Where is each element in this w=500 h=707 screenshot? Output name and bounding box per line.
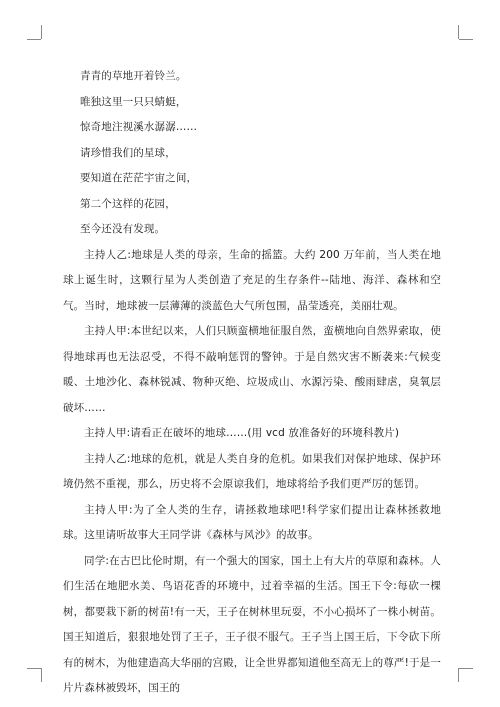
crop-mark-bottom-left-horizontal (27, 668, 41, 669)
paragraph-host-a-video: 主持人甲:请看正在破坏的地球……(用 vcd 放准备好的环境科教片) (84, 427, 400, 439)
poem-line: 唯独这里一只只蜻蜓， (80, 95, 187, 108)
crop-mark-bottom-left-vertical (41, 668, 42, 682)
poem (63, 64, 441, 243)
paragraph-host-a-punishment: 主持人甲:本世纪以来，人们只顾蛮横地征服自然，蛮横地向自然界索取，使得地球再也无法忍受，不得不敲响惩罚的警钟。于是自然灾害不断袭来:气候变暖、土地沙化、森林锐减、物种灭绝、垃圾成山、水源污染、酸雨肆虐，臭氧层破坏…… (63, 325, 441, 414)
crop-mark-bottom-right-horizontal (459, 668, 473, 669)
poem-line: 惊奇地注视溪水潺潺…… (80, 121, 198, 133)
crop-mark-top-right-horizontal (459, 39, 473, 40)
paragraph-host-b-earth-mother: 主持人乙:地球是人类的母亲，生命的摇篮。大约 200 万年前，当人类在地球上诞生时，这颗行星为人类创造了充足的生存条件--陆地、海洋、森林和空气。当时，地球被一层薄薄的淡蓝色大气所包围，晶莹透亮，美丽壮观。 (63, 248, 441, 312)
poem-line: 请珍惜我们的星球， (80, 146, 176, 159)
poem-line: 青青的草地开着铃兰。 (80, 70, 187, 82)
poem-line: 第二个这样的花园， (80, 197, 176, 210)
paragraph-host-a-story-intro: 主持人甲:为了全人类的生存，请拯救地球吧!科学家们提出让森林拯救地球。这里请听故事大王同学讲《森林与风沙》的故事。 (63, 503, 441, 541)
poem-line: 要知道在茫茫宇宙之间， (80, 172, 198, 184)
document-body (63, 64, 441, 702)
paragraph-host-b-crisis: 主持人乙:地球的危机，就是人类自身的危机。如果我们对保护地球、保护环境仍然不重视，那么，历史将不会原谅我们，地球将给予我们更严厉的惩罚。 (63, 452, 441, 490)
crop-mark-top-left-horizontal (27, 39, 41, 40)
crop-mark-bottom-right-vertical (458, 668, 459, 682)
crop-mark-top-right-vertical (458, 25, 459, 39)
poem-line: 至今还没有发现。 (80, 223, 166, 235)
paragraph-student-story: 同学:在古巴比伦时期，有一个强大的国家，国土上有大片的草原和森林。人们生活在地肥水美、鸟语花香的环境中，过着幸福的生活。国王下令:每砍一棵树，都要栽下新的树苗!有一天，王子在树林里玩耍，不小心损坏了一株小树苗。国王知道后，狠狠地处罚了王子，王子很不服气。王子当上国王后，下令砍下所有的树木，为他建造高大华丽的宫殿，让全世界都知道他至高无上的尊严!于是一片片森林被毁坏，国王的 (63, 554, 441, 694)
crop-mark-top-left-vertical (41, 25, 42, 39)
